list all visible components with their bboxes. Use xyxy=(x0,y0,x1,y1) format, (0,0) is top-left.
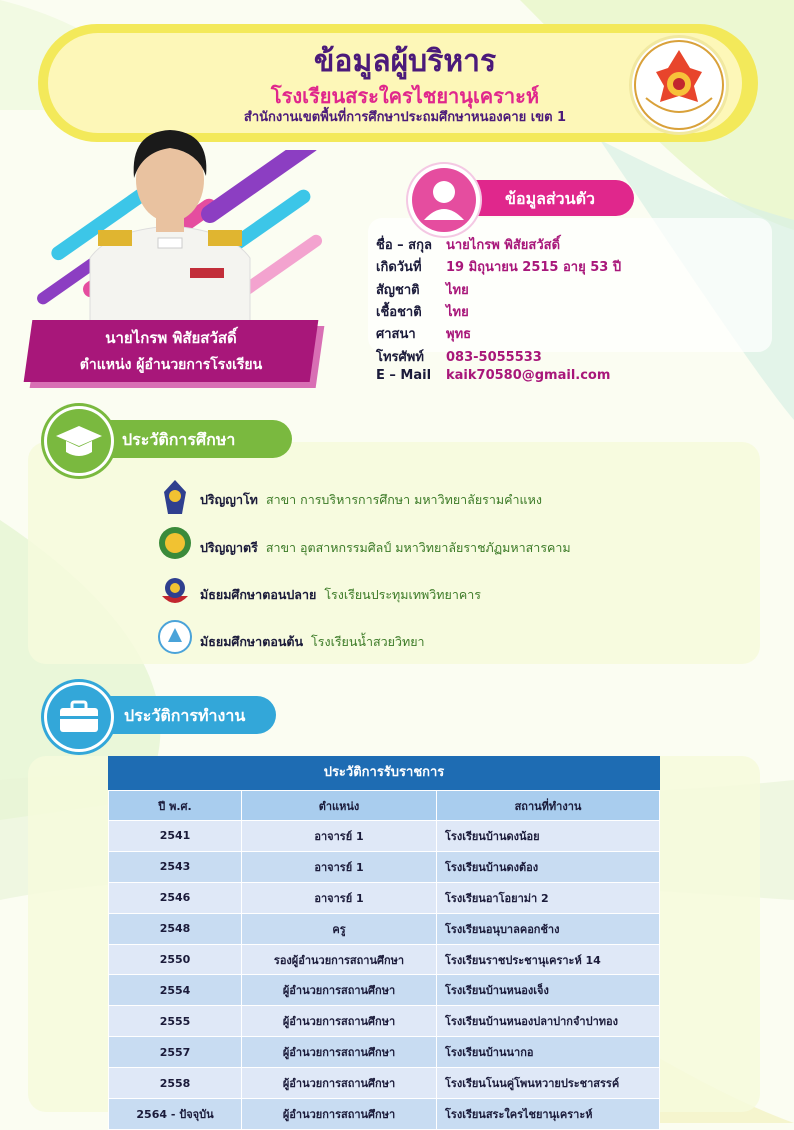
table-row xyxy=(109,913,660,944)
table-row xyxy=(109,1037,660,1068)
table-row xyxy=(109,1068,660,1099)
table-row xyxy=(109,975,660,1006)
cell-workplace: โรงเรียนราชประชานุเคราะห์ 14 xyxy=(437,944,660,975)
education-row-master: ปริญญาโท สาขา การบริหารการศึกษา มหาวิทยาลัยรามคำแหง xyxy=(200,492,542,507)
personal-row-race: เชื้อชาติ ไทย xyxy=(376,305,469,320)
cell-position: ผู้อำนวยการสถานศึกษา xyxy=(242,1068,437,1099)
work-title: ประวัติการทำงาน xyxy=(124,706,246,725)
briefcase-icon xyxy=(44,682,114,752)
personal-row-birth: เกิดวันที่ 19 มิถุนายน 2515 อายุ 53 ปี xyxy=(376,260,622,275)
ramkhamhaeng-emblem-icon xyxy=(158,478,192,516)
cell-workplace: โรงเรียนสระใครไชยานุเคราะห์ xyxy=(437,1099,660,1130)
cell-workplace: โรงเรียนบ้านดงต้อง xyxy=(437,851,660,882)
personal-row-name: ชื่อ – สกุล นายไกรพ พิสัยสวัสดิ์ xyxy=(376,238,561,253)
education-row-bachelor: ปริญญาตรี สาขา อุตสาหกรรมศิลป์ มหาวิทยาลัยราชภัฏมหาสารคาม xyxy=(200,540,571,555)
header-position: ตำแหน่ง xyxy=(242,791,437,821)
personal-info-title: ข้อมูลส่วนตัว xyxy=(505,189,595,208)
office-name: สำนักงานเขตพื้นที่การศึกษาประถมศึกษาหนองคาย เขต 1 xyxy=(243,110,567,125)
profile-name: นายไกรพ พิสัยสวัสดิ์ xyxy=(105,329,237,347)
cell-position: ผู้อำนวยการสถานศึกษา xyxy=(242,1037,437,1068)
education-row-lower-secondary: มัธยมศึกษาตอนต้น โรงเรียนน้ำสวยวิทยา xyxy=(200,634,425,649)
cell-year: 2564 - ปัจจุบัน xyxy=(109,1099,242,1130)
cell-year: 2548 xyxy=(109,913,242,944)
cell-year: 2541 xyxy=(109,821,242,852)
cell-position: รองผู้อำนวยการสถานศึกษา xyxy=(242,944,437,975)
cell-workplace: โรงเรียนบ้านหนองเจ็ง xyxy=(437,975,660,1006)
work-table-title: ประวัติการรับราชการ xyxy=(108,756,660,790)
personal-row-nationality: สัญชาติ ไทย xyxy=(376,283,469,298)
table-header-row xyxy=(109,791,660,821)
header-workplace: สถานที่ทำงาน xyxy=(437,791,660,821)
school-logo xyxy=(632,38,726,132)
high-school-emblem-icon xyxy=(158,572,192,610)
middle-school-emblem-icon xyxy=(158,618,192,656)
work-table-body xyxy=(109,821,660,1130)
table-row xyxy=(109,944,660,975)
cell-year: 2557 xyxy=(109,1037,242,1068)
cell-position: อาจารย์ 1 xyxy=(242,851,437,882)
cell-workplace: โรงเรียนบ้านหนองปลาปากจำปาทอง xyxy=(437,1006,660,1037)
cell-position: ผู้อำนวยการสถานศึกษา xyxy=(242,975,437,1006)
personal-row-phone: โทรศัพท์ 083-5055533 xyxy=(376,350,542,365)
cell-year: 2550 xyxy=(109,944,242,975)
table-row xyxy=(109,882,660,913)
header-year: ปี พ.ศ. xyxy=(109,791,242,821)
table-row xyxy=(109,1006,660,1037)
graduation-cap-icon xyxy=(44,406,114,476)
school-emblem-icon xyxy=(632,38,726,132)
cell-workplace: โรงเรียนโนนคู่โพนหวายประชาสรรค์ xyxy=(437,1068,660,1099)
table-row xyxy=(109,851,660,882)
profile-position: ตำแหน่ง ผู้อำนวยการโรงเรียน xyxy=(79,357,263,373)
cell-workplace: โรงเรียนบ้านดงน้อย xyxy=(437,821,660,852)
table-row xyxy=(109,821,660,852)
cell-year: 2558 xyxy=(109,1068,242,1099)
personal-row-email: E – Mail kaik70580@gmail.com xyxy=(376,368,611,383)
cell-year: 2546 xyxy=(109,882,242,913)
page-title: ข้อมูลผู้บริหาร xyxy=(313,44,497,79)
cell-workplace: โรงเรียนอนุบาลคอกช้าง xyxy=(437,913,660,944)
cell-position: อาจารย์ 1 xyxy=(242,882,437,913)
education-row-upper-secondary: มัธยมศึกษาตอนปลาย โรงเรียนประทุมเทพวิทยาคาร xyxy=(200,587,481,602)
education-title: ประวัติการศึกษา xyxy=(122,430,236,449)
portrait-photo xyxy=(70,118,270,328)
personal-row-religion: ศาสนา พุทธ xyxy=(376,327,472,342)
rajabhat-emblem-icon xyxy=(158,524,192,562)
cell-position: ครู xyxy=(242,913,437,944)
cell-position: อาจารย์ 1 xyxy=(242,821,437,852)
table-row xyxy=(109,1099,660,1130)
cell-position: ผู้อำนวยการสถานศึกษา xyxy=(242,1006,437,1037)
cell-workplace: โรงเรียนบ้านนากอ xyxy=(437,1037,660,1068)
cell-workplace: โรงเรียนอาโอยาม่า 2 xyxy=(437,882,660,913)
school-name: โรงเรียนสระใครไชยานุเคราะห์ xyxy=(270,84,540,108)
person-icon xyxy=(408,164,480,236)
cell-year: 2555 xyxy=(109,1006,242,1037)
cell-year: 2543 xyxy=(109,851,242,882)
cell-position: ผู้อำนวยการสถานศึกษา xyxy=(242,1099,437,1130)
work-history-table xyxy=(108,756,660,1130)
cell-year: 2554 xyxy=(109,975,242,1006)
